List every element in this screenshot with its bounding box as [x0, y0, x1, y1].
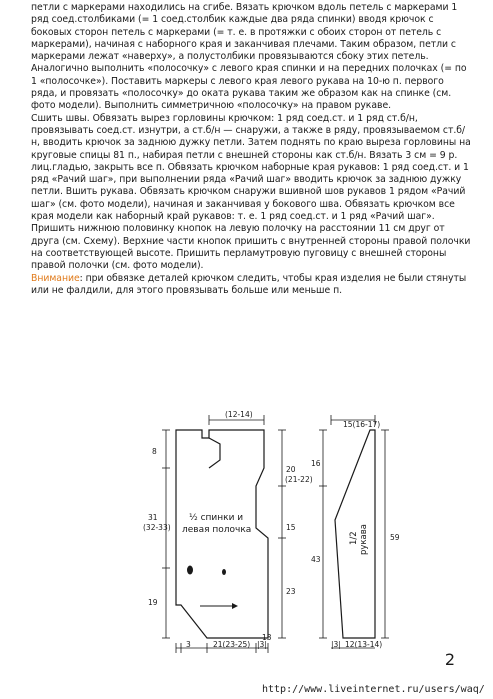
body-buttons: [187, 566, 226, 576]
body-dim-left-upper: 8: [152, 447, 157, 456]
sleeve-dim-right: 59: [390, 533, 400, 542]
body-label-2: левая полочка: [182, 525, 252, 535]
body-dim-bottom-1: 3: [186, 640, 191, 649]
warning-label: Внимание: [31, 272, 80, 284]
sleeve-dim-bottom-1: |3|: [331, 640, 341, 649]
body-dim-bottom-3: 13: [262, 633, 272, 642]
sleeve-dim-left-2: 43: [311, 555, 321, 564]
arrow-head-icon: [232, 603, 238, 609]
sleeve-label-2: рукава: [359, 524, 369, 555]
sleeve-dim-left-1: 16: [311, 459, 321, 468]
body-dim-bottom-4: |3|: [257, 640, 267, 649]
warning-text: : при обвязке деталей крючком следить, чтобы края изделия не были стянуты или не фалдили, для этого провязывать больше или меньше п.: [31, 272, 467, 296]
sleeve-dim-bottom-2: 12(13-14): [345, 640, 383, 649]
body-dim-top: (12-14): [225, 410, 253, 419]
body-dim-right-1-alt: (21-22): [285, 475, 313, 484]
body-dim-right-1: 20: [286, 465, 296, 474]
watermark-url[interactable]: http://www.liveinternet.ru/users/waq/: [262, 684, 485, 695]
button-dot-1: [222, 569, 226, 575]
paragraph-1: петли с маркерами находились на сгибе. Вязать крючком вдоль петель с маркерами 1 ряд соед.столбиками (= 1 соед.столбик каждые два ряда спинки) вводя крючок с боковых сторон петель с маркерами (= т. е. в протяжки с обоих сторон от петель с маркерами), начиная с наборного края и заканчивая плечами. Таким образом, петли с маркерами лежат «наверху», а полустолбики провязываются сбоку этих петель. Аналогично выполнить «полосочку» с левого края спинки и на передних полочках (= по 1 «полосочке»). Поставить маркеры с левого края левого рукава на 10-ю п. первого ряда, и провязать «полосочку» до оката рукава таким же образом как на спинке (см. фото модели). Выполнить симметричною «полосочку» на правом рукаве.: [31, 2, 467, 112]
body-dim-left-lower: 19: [148, 598, 158, 607]
body-dim-left-main: 31: [148, 513, 158, 522]
body-dim-left-main-alt: (32-33): [143, 523, 171, 532]
body-dim-right-3: 23: [286, 587, 296, 596]
body-dim-right-2: 15: [286, 523, 296, 532]
button-circle-1: [187, 566, 193, 575]
paragraph-2: Сшить швы. Обвязать вырез горловины крючком: 1 ряд соед.ст. и 1 ряд ст.б/н, провязывать соед.ст. изнутри, а ст.б/н — снаружи, а также в ряду, провязываемом ст.б/н, вводить крючок за заднюю дужку петли. Затем поднять по краю выреза горловины на круговые спицы 81 п., набирая петли с внешней стороны как ст.б/н. Вязать 3 см = 9 р. лиц.гладью, закрыть все п. Обвязать крючком наборные края рукавов: 1 ряд соед.ст. и 1 ряд «Рачий шаг», при выполнении ряда «Рачий шаг» вводить крючок за заднюю дужку петли. Вшить рукава. Обвязать крючком снаружи вшивной шов рукавов 1 рядом «Рачий шаг» (см. фото модели), начиная и заканчивая у бокового шва. Обвязать крючком все края модели как наборный край рукавов: т. е. 1 ряд соед.ст. и 1 ряд «Рачий шаг». Пришить нижнюю половинку кнопок на левую полочку на расстоянии 11 см друг от друга (см. Схему). Верхние части кнопок пришить с внутренней стороны правой полочки на соответствующей высоте. Пришить перламутровую пуговицу с внешней стороны правой полочки (см. фото модели).: [31, 112, 471, 272]
sleeve-dim-top: 15(16-17): [343, 420, 381, 429]
body-dim-bottom-2: 21(23-25): [213, 640, 251, 649]
body-label-1: ½ спинки и: [189, 513, 244, 523]
page-number: 2: [444, 650, 455, 669]
sleeve-label-1: 1/2: [349, 531, 359, 545]
